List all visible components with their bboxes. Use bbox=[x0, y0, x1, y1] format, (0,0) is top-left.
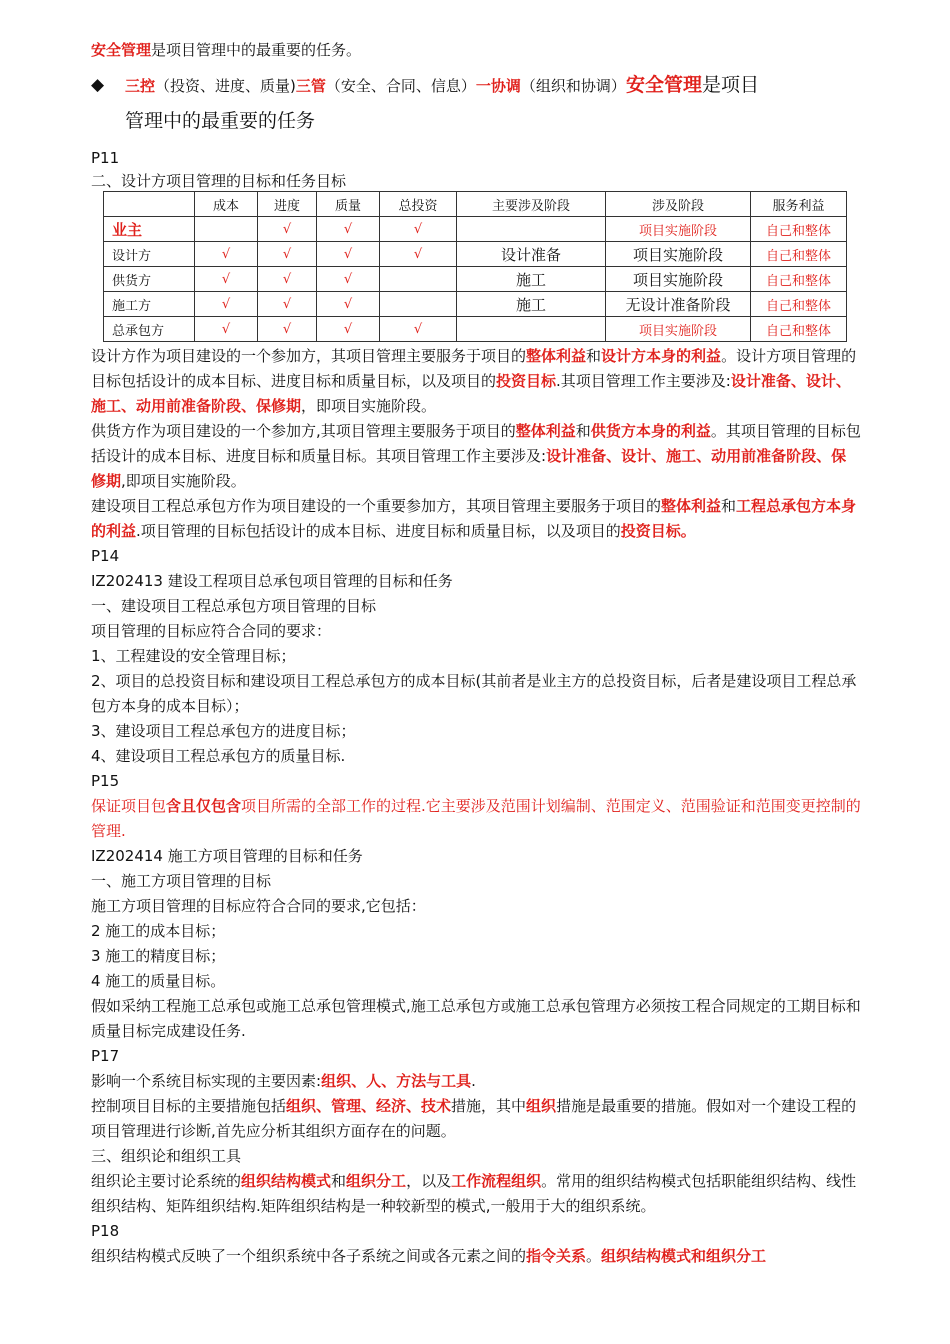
table-cell: 施工 bbox=[457, 267, 606, 292]
highlight-text: 三管 bbox=[295, 77, 326, 95]
table-header: 成本 bbox=[195, 192, 258, 217]
paragraph-scope bbox=[91, 794, 861, 844]
table-header bbox=[104, 192, 195, 217]
page-ref: P14 bbox=[91, 547, 120, 565]
paragraph-supplier bbox=[91, 419, 861, 494]
text-line: IZ202414 施工方项目管理的目标和任务 bbox=[91, 847, 363, 865]
bullet-summary bbox=[91, 69, 861, 102]
highlight-text: 供货方本身的利益 bbox=[590, 422, 711, 440]
body-text: 。设计方项目管理的目标包括设计的成本目标、进度目标和质量目标，以及项目的 bbox=[91, 347, 857, 390]
section-title: 三、组织论和组织工具 bbox=[91, 1147, 242, 1165]
text-line: 2、项目的总投资目标和建设项目工程总承包方的成本目标(其前者是业主方的总投资目标，后者是建设项目工程总承包方本身的成本目标）； bbox=[91, 672, 857, 715]
table-cell: 自己和整体 bbox=[751, 292, 847, 317]
body-text: 。 bbox=[586, 1247, 602, 1265]
body-text: ，即项目实施阶段。 bbox=[301, 397, 437, 415]
highlight-text: 指令关系 bbox=[526, 1247, 587, 1265]
table-header: 主要涉及阶段 bbox=[457, 192, 606, 217]
bullet-continuation: 管理中的最重要的任务 bbox=[125, 110, 316, 132]
intro-line bbox=[91, 38, 861, 63]
body-text: 控制项目目标的主要措施包括 bbox=[91, 1097, 287, 1115]
table-row bbox=[104, 267, 847, 292]
highlight-text: 组织结构模式和组织分工 bbox=[601, 1247, 767, 1265]
paragraph-structure bbox=[91, 1244, 861, 1269]
page-ref: P15 bbox=[91, 772, 120, 790]
highlight-text: 工作流程组织 bbox=[451, 1172, 542, 1190]
check-cell: √ bbox=[195, 242, 258, 267]
row-label: 总承包方 bbox=[104, 317, 195, 342]
highlight-text: 投资目标 bbox=[496, 372, 557, 390]
body-text: （投资、进度、质量) bbox=[155, 77, 296, 95]
table-row bbox=[104, 217, 847, 242]
paragraph-measures bbox=[91, 1094, 861, 1144]
body-text: 。常用的组织结构模式包括职能组织结构、线性组织结构、矩阵组织结构.矩阵组织结构是一种较新型的模式,一般用于大的组织系统。 bbox=[91, 1172, 857, 1215]
table-cell bbox=[195, 217, 258, 242]
table-cell: 施工 bbox=[457, 292, 606, 317]
highlight-text: 一协调 bbox=[475, 77, 521, 95]
row-label: 施工方 bbox=[104, 292, 195, 317]
body-text: 措施，其中 bbox=[451, 1097, 527, 1115]
highlight-text: 含且仅包含 bbox=[166, 797, 242, 815]
body-text: ,即项目实施阶段。 bbox=[121, 472, 246, 490]
table-cell: 自己和整体 bbox=[751, 217, 847, 242]
highlight-text: 安全管理 bbox=[91, 41, 152, 59]
highlight-text: 组织、管理、经济、技术 bbox=[286, 1097, 452, 1115]
highlight-text: 设计方本身的利益 bbox=[601, 347, 722, 365]
check-cell: √ bbox=[258, 242, 317, 267]
body-text: 供货方作为项目建设的一个参加方,其项目管理主要服务于项目的 bbox=[91, 422, 516, 440]
highlight-text: 整体利益 bbox=[661, 497, 722, 515]
table-cell: 无设计准备阶段 bbox=[606, 292, 751, 317]
stakeholder-table bbox=[103, 191, 847, 342]
body-text: 措施是最重要的措施。假如对一个建设工程的项目管理进行诊断,首先应分析其组织方面存在的问题。 bbox=[91, 1097, 857, 1140]
table-cell: 自己和整体 bbox=[751, 242, 847, 267]
table-cell: 项目实施阶段 bbox=[606, 242, 751, 267]
table-cell: 自己和整体 bbox=[751, 317, 847, 342]
text-line: 施工方项目管理的目标应符合合同的要求,它包括： bbox=[91, 897, 426, 915]
body-text: .项目管理的目标包括设计的成本目标、进度目标和质量目标，以及项目的 bbox=[136, 522, 621, 540]
paragraph-design bbox=[91, 344, 861, 419]
highlight-text: 投资目标。 bbox=[620, 522, 696, 540]
table-cell bbox=[380, 292, 457, 317]
body-text: ，以及 bbox=[406, 1172, 452, 1190]
table-cell bbox=[457, 217, 606, 242]
highlight-text: 三控 bbox=[125, 77, 156, 95]
body-text: 组织结构模式反映了一个组织系统中各子系统之间或各元素之间的 bbox=[91, 1247, 527, 1265]
paragraph-organization bbox=[91, 1169, 861, 1219]
body-text: 建设项目工程总承包方作为项目建设的一个重要参加方，其项目管理主要服务于项目的 bbox=[91, 497, 662, 515]
highlight-text: 工程总承包方本身的利益 bbox=[91, 497, 857, 540]
table-cell bbox=[380, 267, 457, 292]
text-line: 一、建设项目工程总承包方项目管理的目标 bbox=[91, 597, 377, 615]
body-text: 和 bbox=[331, 1172, 347, 1190]
check-cell: √ bbox=[258, 217, 317, 242]
text-line: IZ202413 建设工程项目总承包项目管理的目标和任务 bbox=[91, 572, 453, 590]
text-line: 3、建设项目工程总承包方的进度目标； bbox=[91, 722, 356, 740]
table-cell: 项目实施阶段 bbox=[606, 217, 751, 242]
check-cell: √ bbox=[317, 242, 380, 267]
highlight-text: 保证项目包 bbox=[91, 797, 167, 815]
text-line: 2 施工的成本目标； bbox=[91, 922, 226, 940]
highlight-text: 整体利益 bbox=[526, 347, 587, 365]
text-line: 4、建设项目工程总承包方的质量目标. bbox=[91, 747, 346, 765]
check-cell: √ bbox=[195, 267, 258, 292]
body-text: 影响一个系统目标实现的主要因素: bbox=[91, 1072, 322, 1090]
table-cell bbox=[457, 317, 606, 342]
check-cell: √ bbox=[380, 217, 457, 242]
section-title: 二、设计方项目管理的目标和任务目标 bbox=[91, 172, 347, 190]
body-text: . bbox=[471, 1072, 476, 1090]
paragraph-factors bbox=[91, 1069, 861, 1094]
text-line: 4 施工的质量目标。 bbox=[91, 972, 226, 990]
body-text: 。其项目管理的目标包括设计的成本目标、进度目标和质量目标。其项目管理工作主要涉及: bbox=[91, 422, 861, 465]
highlight-text: 设计准备、设计、施工、动用前准备阶段、保修期 bbox=[91, 372, 851, 415]
text-line: 项目管理的目标应符合合同的要求： bbox=[91, 622, 332, 640]
paragraph-epc bbox=[91, 494, 861, 544]
page-ref: P11 bbox=[91, 149, 120, 167]
body-text: （安全、合同、信息） bbox=[325, 77, 476, 95]
check-cell: √ bbox=[380, 242, 457, 267]
row-label: 设计方 bbox=[104, 242, 195, 267]
text-line: 假如采纳工程施工总承包或施工总承包管理模式,施工总承包方或施工总承包管理方必须按工程合同规定的工期目标和质量目标完成建设任务. bbox=[91, 997, 861, 1040]
diamond-bullet-icon: ◆ bbox=[91, 75, 105, 95]
table-row bbox=[104, 317, 847, 342]
highlight-text: 整体利益 bbox=[515, 422, 576, 440]
table-cell: 设计准备 bbox=[457, 242, 606, 267]
table-row bbox=[104, 292, 847, 317]
table-cell: 项目实施阶段 bbox=[606, 267, 751, 292]
body-text: 和 bbox=[721, 497, 737, 515]
highlight-text: 设计准备、设计、施工、动用前准备阶段、保修期 bbox=[91, 447, 847, 490]
check-cell: √ bbox=[317, 217, 380, 242]
body-text: 是项目 bbox=[701, 74, 759, 96]
check-cell: √ bbox=[317, 292, 380, 317]
text-line: 3 施工的精度目标； bbox=[91, 947, 226, 965]
row-label: 供货方 bbox=[104, 267, 195, 292]
body-text: 和 bbox=[575, 422, 591, 440]
table-cell: 自己和整体 bbox=[751, 267, 847, 292]
check-cell: √ bbox=[258, 317, 317, 342]
highlight-text: 组织结构模式 bbox=[241, 1172, 332, 1190]
table-cell: 项目实施阶段 bbox=[606, 317, 751, 342]
table-header: 进度 bbox=[258, 192, 317, 217]
check-cell: √ bbox=[258, 267, 317, 292]
text-line: 一、施工方项目管理的目标 bbox=[91, 872, 272, 890]
table-header-row bbox=[104, 192, 847, 217]
table-header: 总投资 bbox=[380, 192, 457, 217]
table-row bbox=[104, 242, 847, 267]
body-text: 是项目管理中的最重要的任务。 bbox=[151, 41, 362, 59]
body-text: （组织和协调） bbox=[520, 77, 626, 95]
text-line: 1、工程建设的安全管理目标； bbox=[91, 647, 296, 665]
row-label: 业主 bbox=[104, 217, 195, 242]
check-cell: √ bbox=[258, 292, 317, 317]
body-text: 和 bbox=[586, 347, 602, 365]
body-text: 设计方作为项目建设的一个参加方，其项目管理主要服务于项目的 bbox=[91, 347, 527, 365]
table-header: 涉及阶段 bbox=[606, 192, 751, 217]
page-ref: P18 bbox=[91, 1222, 120, 1240]
highlight-text: 组织 bbox=[526, 1097, 557, 1115]
page-ref: P17 bbox=[91, 1047, 120, 1065]
highlight-text: 安全管理 bbox=[625, 74, 702, 96]
check-cell: √ bbox=[195, 292, 258, 317]
check-cell: √ bbox=[195, 317, 258, 342]
body-text: 组织论主要讨论系统的 bbox=[91, 1172, 242, 1190]
highlight-text: 组织、人、方法与工具 bbox=[321, 1072, 472, 1090]
table-header: 质量 bbox=[317, 192, 380, 217]
document-page bbox=[91, 38, 861, 1269]
highlight-text: 组织分工 bbox=[346, 1172, 407, 1190]
check-cell: √ bbox=[317, 267, 380, 292]
table-header: 服务利益 bbox=[751, 192, 847, 217]
body-text: .其项目管理工作主要涉及: bbox=[556, 372, 731, 390]
highlight-text: 项目所需的全部工作的过程.它主要涉及范围计划编制、范围定义、范围验证和范围变更控制的管理. bbox=[91, 797, 861, 840]
check-cell: √ bbox=[380, 317, 457, 342]
check-cell: √ bbox=[317, 317, 380, 342]
